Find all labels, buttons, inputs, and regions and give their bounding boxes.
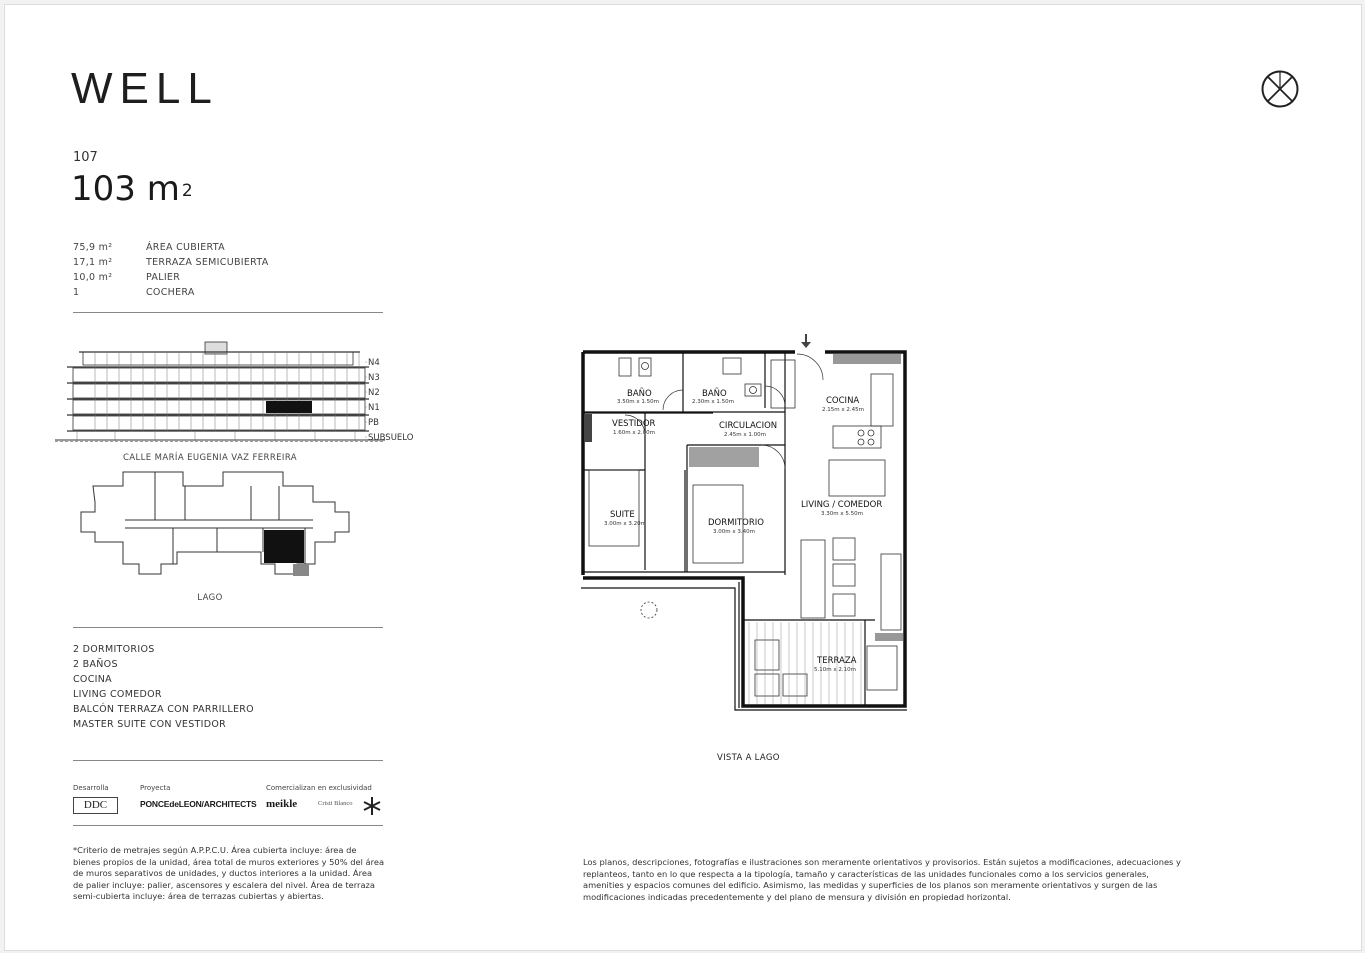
level-label: SUBSUELO bbox=[368, 433, 414, 443]
room-label-kitchen: COCINA bbox=[826, 396, 860, 406]
entry-arrow-icon bbox=[801, 334, 811, 348]
spec-label: PALIER bbox=[146, 272, 181, 283]
room-label-bath-1: BAÑO bbox=[627, 389, 652, 399]
architect-logo: PONCEdeLEON/ARCHITECTS bbox=[140, 799, 257, 809]
brand-logo: WELL bbox=[71, 64, 219, 113]
room-label-terrace: TERRAZA bbox=[817, 656, 857, 666]
divider bbox=[73, 825, 383, 826]
spec-value: 75,9 m² bbox=[73, 242, 113, 253]
room-dims-closet: 1.60m x 2.00m bbox=[613, 430, 655, 436]
level-label: PB bbox=[368, 418, 379, 428]
spec-row bbox=[73, 272, 269, 287]
agency-ornament-icon bbox=[362, 796, 382, 816]
spec-value: 1 bbox=[73, 287, 80, 298]
feature-item: COCINA bbox=[73, 674, 112, 685]
developer-logo: DDC bbox=[73, 797, 118, 814]
disclaimer-note: Los planos, descripciones, fotografías e ilustraciones son meramente orientativos y provisorios. Están sujetos a modificaciones, adecuaciones y replanteos, tanto en lo que respecta a la tipología, tamaño y características de las unidades funcionales como a los servicios generales, amenities y espacios comunes del edificio. Asimismo, las medidas y superficies de los planos son meramente orientativos y surgen de las modificaciones indicadas precedentemente y del plano de mensura y división en propiedad horizontal. bbox=[583, 857, 1181, 902]
feature-item: 2 DORMITORIOS bbox=[73, 644, 155, 655]
sells-caption: Comercializan en exclusividad bbox=[266, 784, 372, 792]
room-label-closet: VESTIDOR bbox=[612, 419, 656, 429]
site-key-plan bbox=[65, 468, 365, 592]
spec-row bbox=[73, 257, 269, 272]
spec-label: ÁREA CUBIERTA bbox=[146, 242, 225, 253]
feature-item: LIVING COMEDOR bbox=[73, 689, 162, 700]
spec-value: 10,0 m² bbox=[73, 272, 113, 283]
spec-label: TERRAZA SEMICUBIERTA bbox=[146, 257, 269, 268]
room-dims-hall: 2.45m x 1.00m bbox=[724, 432, 766, 438]
room-dims-suite: 3.00m x 3.20m bbox=[604, 521, 646, 527]
unit-area-value: 103 m bbox=[71, 169, 180, 209]
spec-label: COCHERA bbox=[146, 287, 195, 298]
divider bbox=[73, 627, 383, 628]
room-dims-living: 3.30m x 5.50m bbox=[821, 511, 863, 517]
spec-row bbox=[73, 287, 269, 302]
room-dims-kitchen: 2.15m x 2.45m bbox=[822, 407, 864, 413]
unit-location-highlight bbox=[264, 530, 304, 563]
unit-highlight bbox=[266, 401, 312, 413]
projects-caption: Proyecta bbox=[140, 784, 171, 792]
divider bbox=[73, 312, 383, 313]
divider bbox=[73, 760, 383, 761]
level-label: N4 bbox=[368, 358, 380, 368]
spec-value: 17,1 m² bbox=[73, 257, 113, 268]
feature-item: MASTER SUITE CON VESTIDOR bbox=[73, 719, 227, 730]
agency-logo-meikle: meikle bbox=[266, 798, 298, 810]
unit-number: 107 bbox=[73, 150, 98, 165]
building-elevation-diagram bbox=[55, 340, 425, 445]
room-label-bath-2: BAÑO bbox=[702, 389, 727, 399]
room-label-bedroom: DORMITORIO bbox=[708, 518, 764, 528]
room-dims-terrace: 5.10m x 2.10m bbox=[814, 667, 856, 673]
feature-item: BALCÓN TERRAZA CON PARRILLERO bbox=[73, 704, 254, 715]
area-criteria-note: *Criterio de metrajes según A.P.P.C.U. Área cubierta incluye: área de bienes propios de la unidad, área total de muros exteriores y 50% del área de muros separativos de unidades, y ductos interiores a la unidad. Área de palier incluye: palier, ascensores y escalera del nivel. Área de terraza semi-cubierta incluye: área de terrazas cubiertas y abiertas. bbox=[73, 845, 385, 901]
unit-area bbox=[71, 169, 193, 209]
room-label-suite: SUITE bbox=[610, 510, 635, 520]
level-label: N2 bbox=[368, 388, 380, 398]
street-label: CALLE MARÍA EUGENIA VAZ FERREIRA bbox=[122, 453, 298, 463]
lake-label: LAGO bbox=[197, 593, 223, 603]
room-dims-bedroom: 3.00m x 3.40m bbox=[713, 529, 755, 535]
level-label: N1 bbox=[368, 403, 380, 413]
room-dims-bath-2: 2.30m x 1.50m bbox=[692, 399, 734, 405]
unit-area-superscript: 2 bbox=[181, 181, 193, 201]
level-label: N3 bbox=[368, 373, 380, 383]
parking-highlight bbox=[293, 564, 309, 576]
view-label: VISTA A LAGO bbox=[717, 753, 780, 763]
room-dims-bath-1: 3.50m x 1.50m bbox=[617, 399, 659, 405]
feature-list bbox=[73, 644, 254, 734]
room-label-living: LIVING / COMEDOR bbox=[801, 500, 883, 510]
area-spec-table bbox=[73, 242, 269, 302]
feature-item: 2 BAÑOS bbox=[73, 659, 118, 670]
document-sheet bbox=[4, 4, 1362, 951]
agency-logo-cristi-blanco: Cristi Blanco bbox=[318, 800, 353, 807]
north-compass-icon bbox=[1260, 69, 1300, 109]
develops-caption: Desarrolla bbox=[73, 784, 109, 792]
spec-row bbox=[73, 242, 269, 257]
room-label-hall: CIRCULACION bbox=[719, 421, 778, 431]
